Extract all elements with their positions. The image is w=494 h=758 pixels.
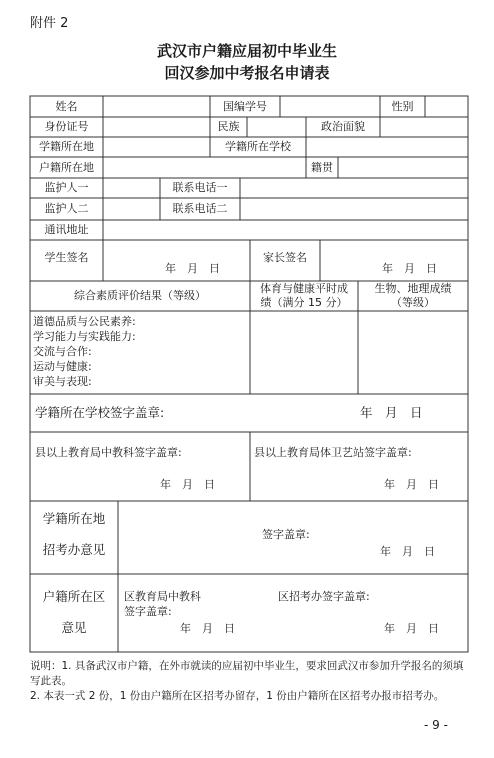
quality-header: 综合素质评价结果（等级） — [74, 289, 206, 302]
attachment-label: 附件 2 — [30, 16, 69, 31]
note-2: 2. 本表一式 2 份，1 份由户籍所在区招考办留存，1 份由户籍所在区招考办报市招考办。 — [30, 690, 445, 702]
school-seal-label: 学籍所在学校签字盖章: — [35, 405, 165, 420]
parent-sign-date: 年 月 日 — [382, 262, 437, 275]
guardian1-label: 监护人一 — [44, 181, 89, 194]
pe-header-line2: 绩（满分 15 分） — [260, 296, 348, 309]
student-id-label: 国编学号 — [223, 100, 267, 113]
household-area-label-line1: 户籍所在区 — [42, 589, 106, 604]
exam-office-label-line2: 招考办意见 — [42, 542, 106, 557]
quality-item-cooperation: 交流与合作: — [33, 345, 92, 358]
ethnicity-label: 民族 — [217, 120, 240, 133]
student-sign-date: 年 月 日 — [165, 262, 220, 275]
district-edu-label-line2: 签字盖章: — [124, 605, 172, 618]
exam-office-date: 年 月 日 — [380, 545, 435, 558]
quality-item-aesthetics: 审美与表现: — [33, 375, 92, 388]
quality-item-moral: 道德品质与公民素养: — [33, 315, 136, 328]
native-place-label: 籍贯 — [311, 161, 333, 174]
sports-station-date: 年 月 日 — [384, 478, 439, 491]
household-area-label-line2: 意见 — [61, 620, 87, 635]
guardian2-label: 监护人二 — [44, 202, 89, 215]
name-label: 姓名 — [55, 100, 78, 113]
quality-item-learning: 学习能力与实践能力: — [33, 330, 136, 343]
page-number: - 9 - — [424, 718, 448, 732]
household-location-label: 户籍所在地 — [39, 161, 94, 174]
sports-station-seal-label: 县以上教育局体卫艺站签字盖章: — [254, 446, 412, 459]
bio-geo-header-line2: （等级） — [391, 296, 435, 309]
form-subtitle: 回汉参加中考报名申请表 — [164, 64, 330, 82]
pe-header-line1: 体育与健康平时成 — [260, 282, 348, 295]
id-card-label: 身份证号 — [44, 120, 89, 133]
phone1-label: 联系电话一 — [172, 181, 228, 194]
quality-item-health: 运动与健康: — [33, 360, 92, 373]
parent-sign-label: 家长签名 — [263, 251, 307, 264]
form-title: 武汉市户籍应届初中毕业生 — [156, 42, 337, 60]
edu-bureau-date: 年 月 日 — [160, 478, 215, 491]
student-sign-label: 学生签名 — [44, 251, 89, 264]
instructions-notes — [30, 659, 470, 704]
exam-office-seal-label: 签字盖章: — [262, 528, 310, 541]
district-edu-date: 年 月 日 — [180, 622, 235, 635]
note-1: 说明：1. 具备武汉市户籍，在外市就读的应届初中毕业生，要求回武汉市参加升学报名的须填写此表。 — [30, 660, 464, 687]
gender-label: 性别 — [391, 100, 414, 113]
edu-bureau-seal-label: 县以上教育局中教科签字盖章: — [35, 446, 182, 459]
exam-office-label-line1: 学籍所在地 — [42, 511, 106, 526]
district-exam-seal-label: 区招考办签字盖章: — [278, 590, 370, 603]
political-status-label: 政治面貌 — [321, 120, 365, 133]
bio-geo-header-line1: 生物、地理成绩 — [374, 282, 452, 295]
school-location-label: 学籍所在地 — [39, 140, 94, 153]
district-edu-label-line1: 区教育局中教科 — [124, 590, 201, 603]
school-name-label: 学籍所在学校 — [225, 140, 291, 153]
district-exam-date: 年 月 日 — [384, 622, 439, 635]
phone2-label: 联系电话二 — [172, 202, 228, 215]
school-seal-date: 年 月 日 — [360, 405, 423, 420]
address-label: 通讯地址 — [44, 223, 89, 236]
